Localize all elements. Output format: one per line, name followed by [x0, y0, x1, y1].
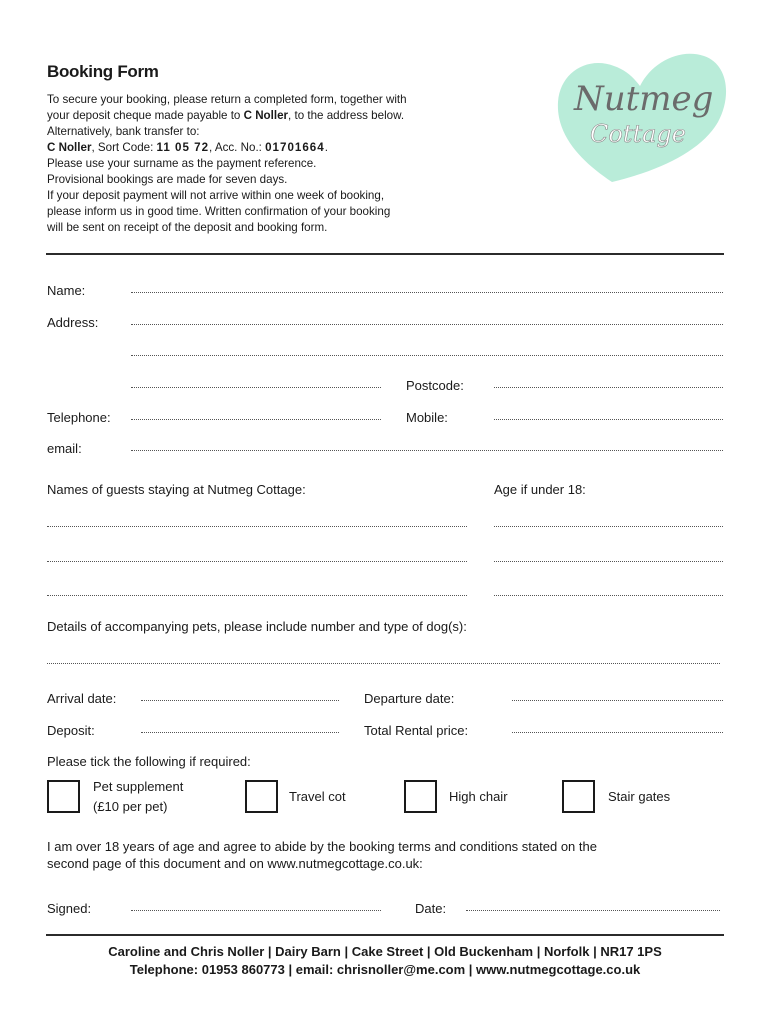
high-chair-label: High chair: [449, 789, 508, 804]
signature-field[interactable]: [131, 910, 381, 911]
intro-line: To secure your booking, please return a completed form, together with: [47, 93, 407, 106]
name-label: Name:: [47, 283, 86, 298]
guest-name-field-2[interactable]: [47, 561, 467, 562]
telephone-field[interactable]: [131, 419, 381, 420]
agreement-line: second page of this document and on www.nutmegcottage.co.uk:: [47, 856, 423, 871]
intro-line: will be sent on receipt of the deposit and booking form.: [47, 221, 328, 234]
mobile-label: Mobile:: [406, 410, 448, 425]
email-label: email:: [47, 441, 82, 456]
account-number-label: , Acc. No.:: [209, 141, 266, 154]
sort-code-label: , Sort Code:: [91, 141, 157, 154]
footer: [0, 943, 770, 979]
divider: [46, 934, 724, 936]
total-rental-price-label: Total Rental price:: [364, 723, 469, 738]
pets-field[interactable]: [47, 663, 720, 664]
divider: [46, 253, 724, 255]
account-number: 01701664: [265, 141, 325, 154]
date-label: Date:: [415, 901, 447, 916]
arrival-date-label: Arrival date:: [47, 691, 117, 706]
stair-gates-label: Stair gates: [608, 789, 671, 804]
travel-cot-checkbox[interactable]: [245, 780, 278, 813]
date-field[interactable]: [466, 910, 720, 911]
deposit-label: Deposit:: [47, 723, 95, 738]
address-line-3-field[interactable]: [131, 387, 381, 388]
telephone-label: Telephone:: [47, 410, 111, 425]
address-line-2-field[interactable]: [131, 355, 723, 356]
nutmeg-cottage-logo: [552, 44, 732, 194]
postcode-label: Postcode:: [406, 378, 464, 393]
signed-label: Signed:: [47, 901, 92, 916]
intro-text-span: your deposit cheque made payable to: [47, 109, 244, 122]
pet-supplement-text: Pet supplement: [93, 779, 184, 794]
guest-name-field-1[interactable]: [47, 526, 467, 527]
total-rental-price-field[interactable]: [512, 732, 723, 733]
sort-code: 11 05 72: [156, 141, 210, 154]
intro-text-span: , to the address below.: [288, 109, 405, 122]
departure-date-field[interactable]: [512, 700, 723, 701]
pet-supplement-price: (£10 per pet): [93, 799, 168, 814]
email-field[interactable]: [131, 450, 723, 451]
page-title: Booking Form: [47, 62, 159, 81]
intro-line: If your deposit payment will not arrive within one week of booking,: [47, 189, 385, 202]
guest-age-field-1[interactable]: [494, 526, 723, 527]
intro-line: Alternatively, bank transfer to:: [47, 125, 200, 138]
intro-line: [47, 108, 517, 124]
intro-line: please inform us in good time. Written confirmation of your booking: [47, 205, 391, 218]
mobile-field[interactable]: [494, 419, 723, 420]
intro-line: Please use your surname as the payment reference.: [47, 157, 317, 170]
payee-name: C Noller: [243, 109, 289, 122]
pet-supplement-checkbox[interactable]: [47, 780, 80, 813]
bank-details: [47, 140, 517, 156]
postcode-field[interactable]: [494, 387, 723, 388]
agreement-text: [47, 838, 597, 872]
logo-text-cottage: Cottage: [590, 120, 686, 148]
address-line-1-field[interactable]: [131, 324, 723, 325]
guest-age-field-3[interactable]: [494, 595, 723, 596]
intro-text: [47, 92, 517, 236]
guest-name-field-3[interactable]: [47, 595, 467, 596]
stair-gates-checkbox[interactable]: [562, 780, 595, 813]
bank-account-name: C Noller: [47, 141, 92, 154]
pets-label: Details of accompanying pets, please include number and type of dog(s):: [47, 619, 467, 634]
name-field[interactable]: [131, 292, 723, 293]
logo-text-nutmeg: Nutmeg: [574, 79, 714, 119]
intro-text-span: .: [324, 141, 328, 154]
travel-cot-label: Travel cot: [289, 789, 346, 804]
agreement-line: I am over 18 years of age and agree to abide by the booking terms and conditions stated on the: [47, 839, 597, 854]
footer-contact: Telephone: 01953 860773 | email: chrisnoller@me.com | www.nutmegcottage.co.uk: [129, 962, 641, 977]
arrival-date-field[interactable]: [141, 700, 339, 701]
guests-label: Names of guests staying at Nutmeg Cottage:: [47, 482, 306, 497]
deposit-field[interactable]: [141, 732, 339, 733]
footer-address: Caroline and Chris Noller | Dairy Barn | Cake Street | Old Buckenham | Norfolk | NR17 1PS: [108, 944, 662, 959]
age-label: Age if under 18:: [494, 482, 586, 497]
address-label: Address:: [47, 315, 99, 330]
tick-instructions: Please tick the following if required:: [47, 754, 251, 769]
high-chair-checkbox[interactable]: [404, 780, 437, 813]
intro-line: Provisional bookings are made for seven days.: [47, 173, 288, 186]
pet-supplement-label: [93, 777, 183, 817]
guest-age-field-2[interactable]: [494, 561, 723, 562]
departure-date-label: Departure date:: [364, 691, 455, 706]
